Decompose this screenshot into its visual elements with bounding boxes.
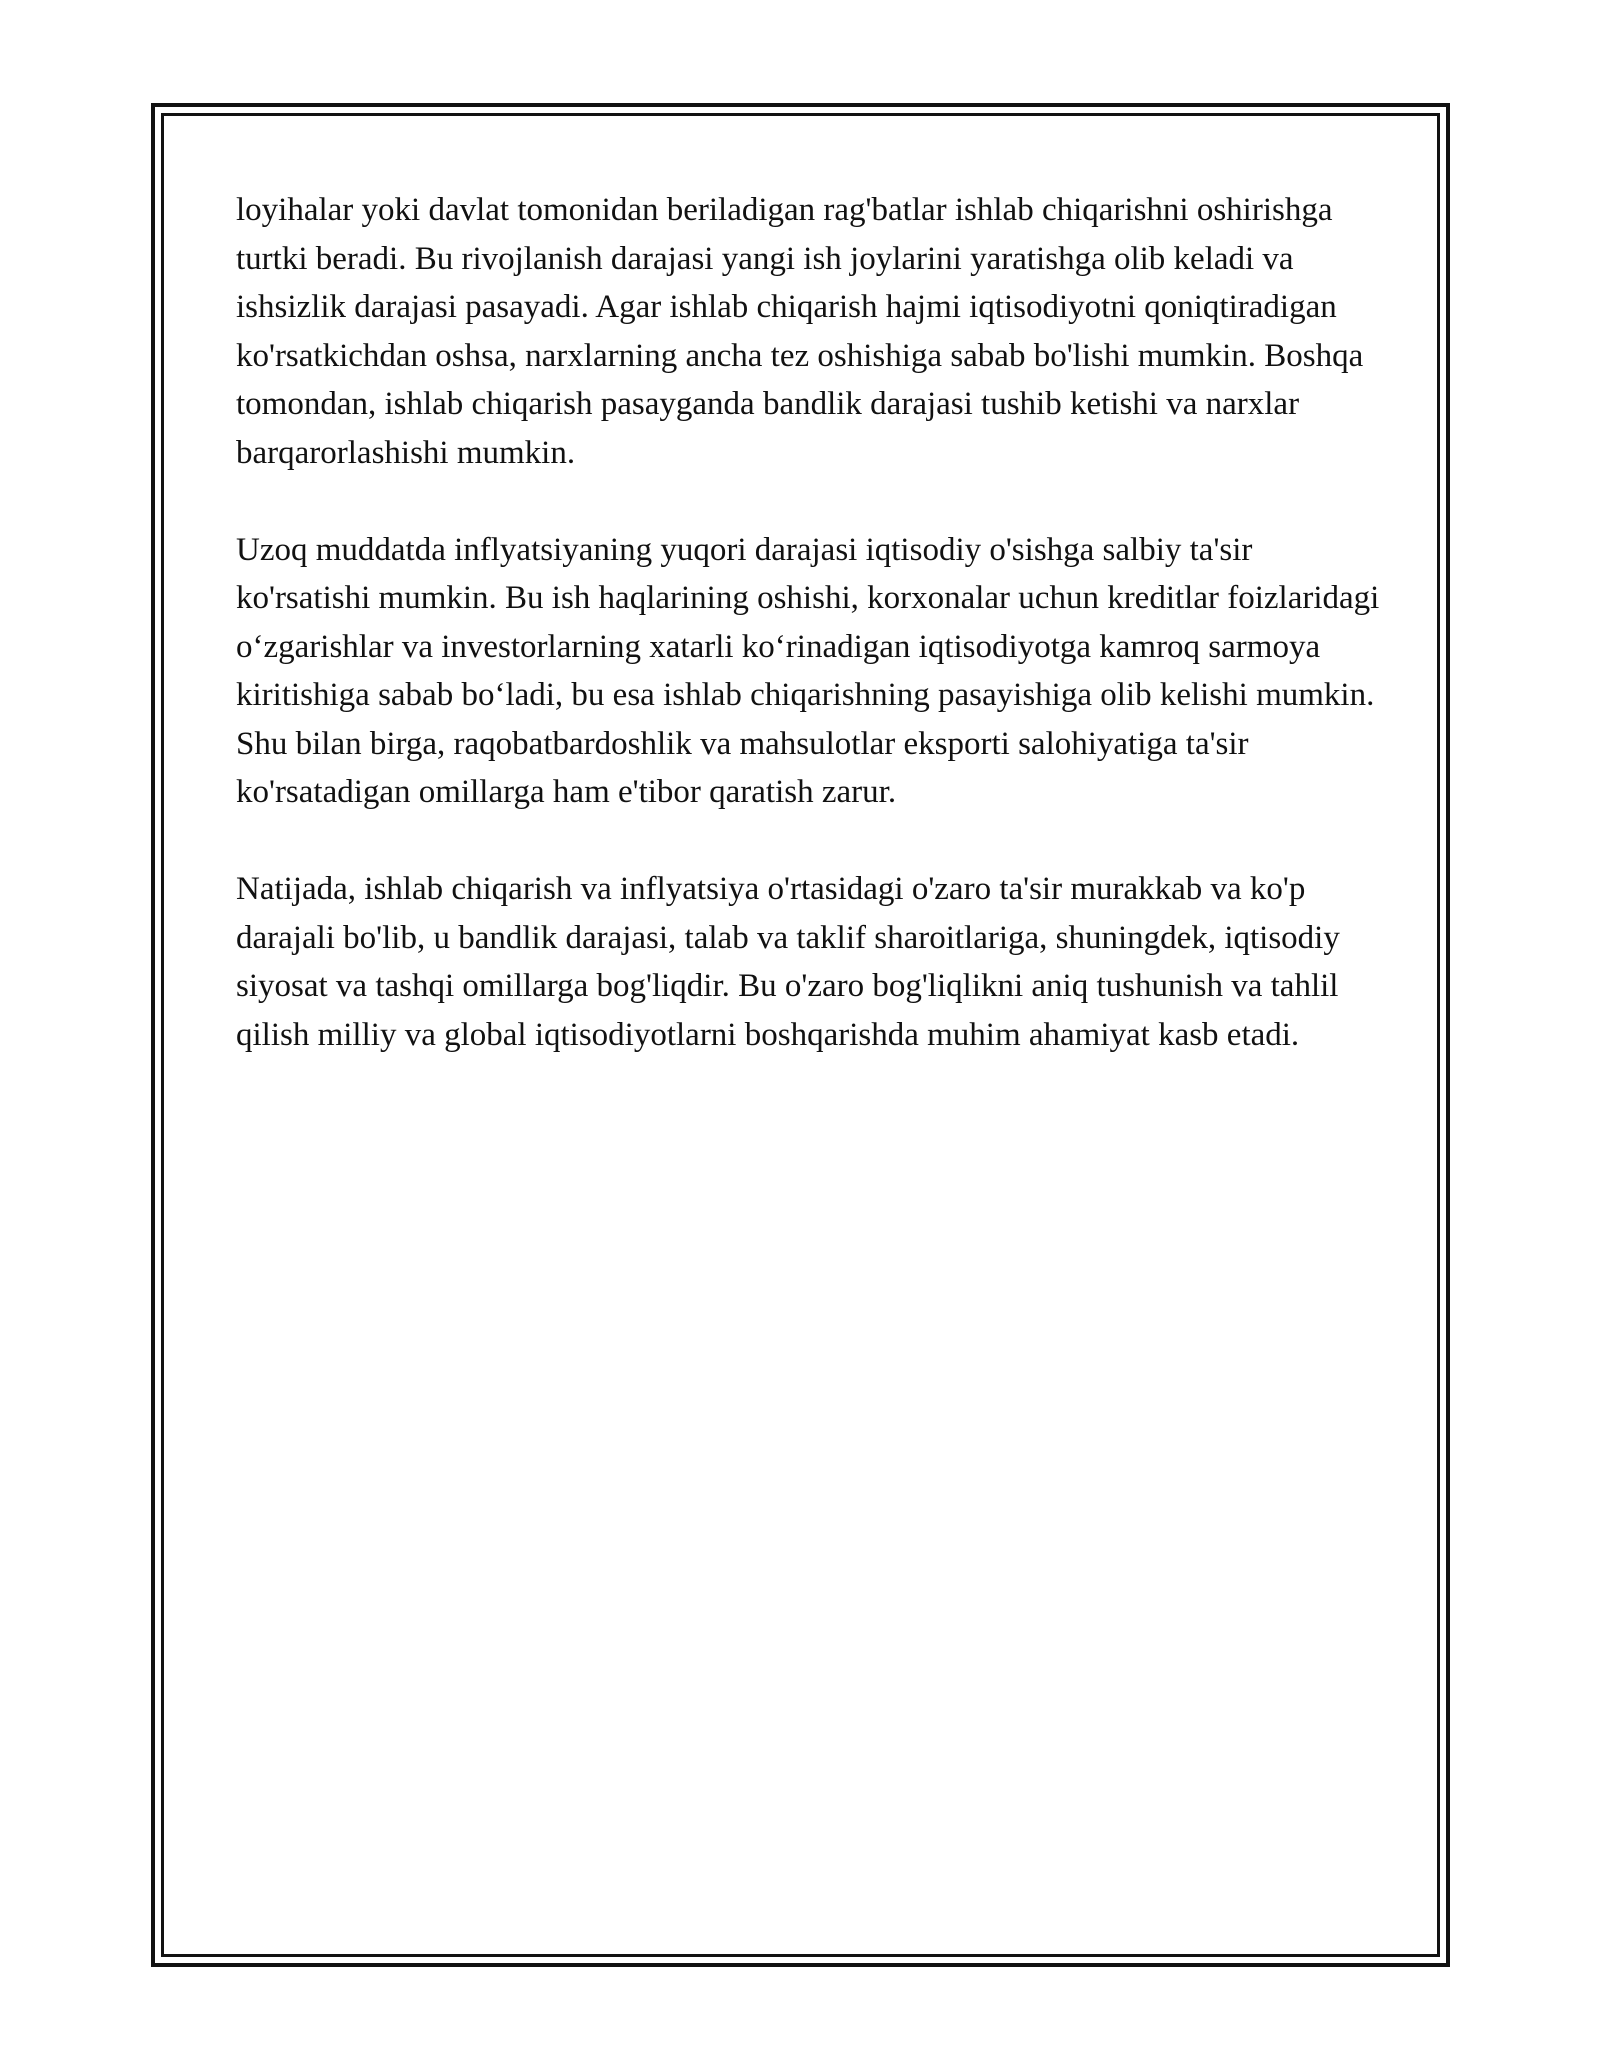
paragraph-3: Natijada, ishlab chiqarish va inflyatsiya o'rtasidagi o'zaro ta'sir murakkab va ko'p darajali bo'lib, u bandlik darajasi, talab va taklif sharoitlariga, shuningdek, iqtisodiy siyosat va tashqi omillarga bog'liqdir. Bu o'zaro bog'liqlikni aniq tushunish va tahlil qilish milliy va global iqtisodiyotlarni boshqarishda muhim ahamiyat kasb etadi. bbox=[236, 871, 1340, 1053]
paragraph-1: loyihalar yoki davlat tomonidan beriladigan rag'batlar ishlab chiqarishni oshirishga turtki beradi. Bu rivojlanish darajasi yangi ish joylarini yaratishga olib keladi va ishsizlik darajasi pasayadi. Agar ishlab chiqarish hajmi iqtisodiyotni qoniqtiradigan ko'rsatkichdan oshsa, narxlarning ancha tez oshishiga sabab bo'lishi mumkin. Boshqa tomondan, ishlab chiqarish pasayganda bandlik darajasi tushib ketishi va narxlar barqarorlashishi mumkin. bbox=[236, 192, 1364, 471]
document-body bbox=[236, 186, 1386, 1108]
paragraph-2: Uzoq muddatda inflyatsiyaning yuqori darajasi iqtisodiy o'sishga salbiy ta'sir ko'rsatishi mumkin. Bu ish haqlarining oshishi, korxonalar uchun kreditlar foizlaridagi o‘zgarishlar va investorlarning xatarli ko‘rinadigan iqtisodiyotga kamroq sarmoya kiritishiga sabab bo‘ladi, bu esa ishlab chiqarishning pasayishiga olib kelishi mumkin. Shu bilan birga, raqobatbardoshlik va mahsulotlar eksporti salohiyatiga ta'sir ko'rsatadigan omillarga ham e'tibor qaratish zarur. bbox=[236, 531, 1380, 810]
